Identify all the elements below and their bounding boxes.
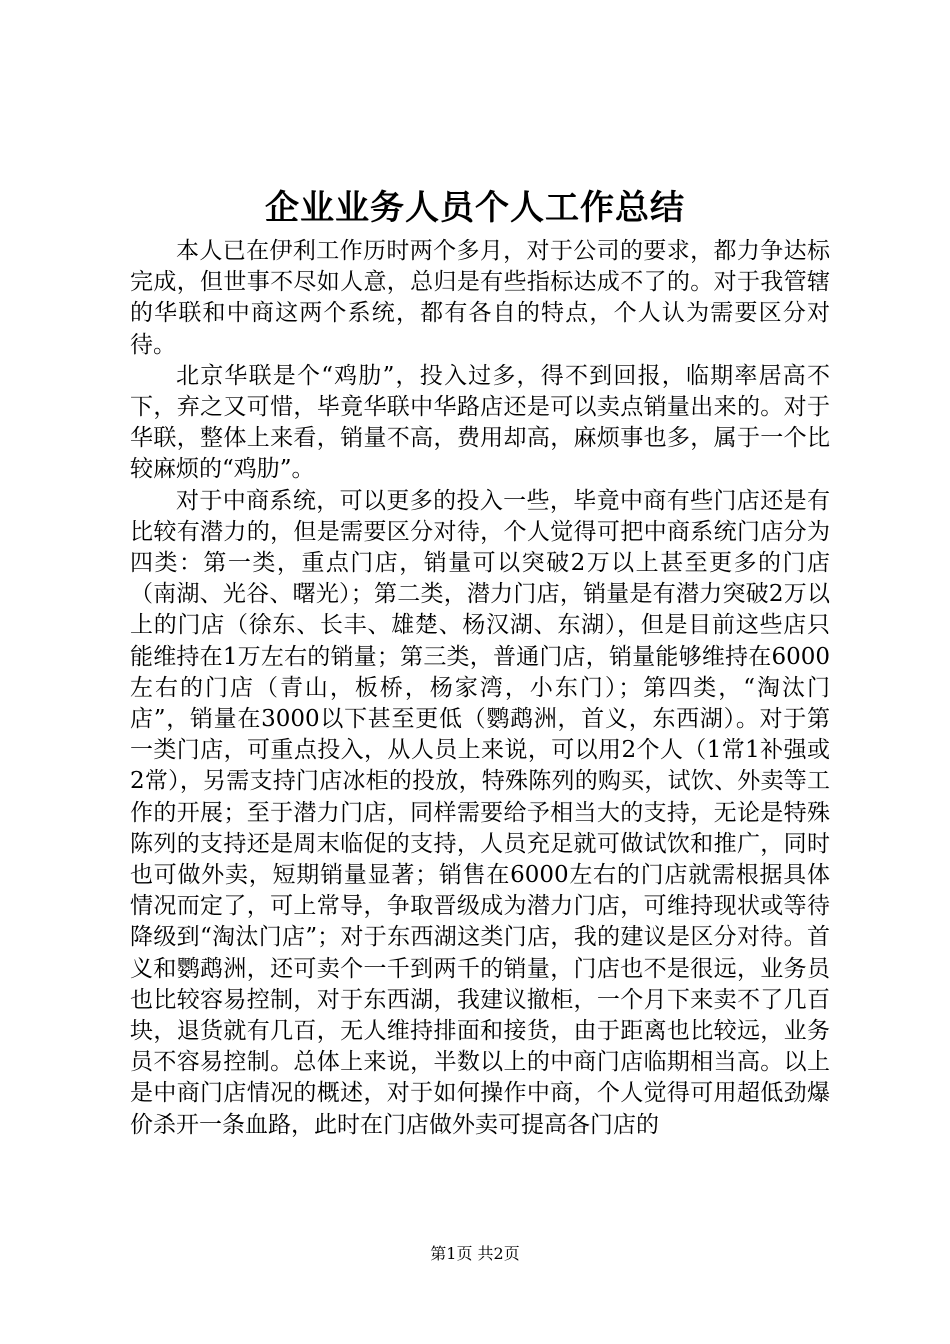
page-number-footer: 第1页 共2页 bbox=[430, 1244, 520, 1263]
paragraph-zhongshang: 对于中商系统，可以更多的投入一些，毕竟中商有些门店还是有比较有潜力的，但是需要区分对待，个人觉得可把中商系统门店分为四类：第一类，重点门店，销量可以突破2万以上甚至更多的门店（南湖、光谷、曙光）；第二类，潜力门店，销量是有潜力突破2万以上的门店（徐东、长丰、雄楚、杨汉湖、东湖），但是目前这些店只能维持在1万左右的销量；第三类，普通门店，销量能够维持在6000左右的门店（青山，板桥，杨家湾，小东门）；第四类，“淘汰门店”，销量在3000以下甚至更低（鹦鹉洲，首义，东西湖）。对于第一类门店，可重点投入，从人员上来说，可以用2个人（1常1补强或2常），另需支持门店冰柜的投放，特殊陈列的购买，试饮、外卖等工作的开展；至于潜力门店，同样需要给予相当大的支持，无论是特殊陈列的支持还是周末临促的支持，人员充足就可做试饮和推广，同时也可做外卖，短期销量显著；销售在6000左右的门店就需根据具体情况而定了，可上常导，争取晋级成为潜力门店，可维持现状或等待降级到“淘汰门店”；对于东西湖这类门店，我的建议是区分对待。首义和鹦鹉洲，还可卖个一千到两千的销量，门店也不是很远，业务员也比较容易控制，对于东西湖，我建议撤柜，一个月下来卖不了几百块，退货就有几百，无人维持排面和接货，由于距离也比较远，业务员不容易控制。总体上来说，半数以上的中商门店临期相当高。以上是中商门店情况的概述，对于如何操作中商，个人觉得可用超低劲爆价杀开一条血路，此时在门店做外卖可提高各门店的 bbox=[130, 487, 830, 1138]
document-title: 企业业务人员个人工作总结 bbox=[265, 188, 685, 228]
document-body bbox=[130, 236, 830, 1141]
paragraph-intro: 本人已在伊利工作历时两个多月，对于公司的要求，都力争达标完成，但世事不尽如人意，总归是有些指标达成不了的。对于我管辖的华联和中商这两个系统，都有各自的特点，个人认为需要区分对待。 bbox=[130, 238, 830, 358]
paragraph-hualian: 北京华联是个“鸡肋”，投入过多，得不到回报，临期率居高不下，弃之又可惜，毕竟华联中华路店还是可以卖点销量出来的。对于华联，整体上来看，销量不高，费用却高，麻烦事也多，属于一个比较麻烦的“鸡肋”。 bbox=[130, 362, 830, 483]
